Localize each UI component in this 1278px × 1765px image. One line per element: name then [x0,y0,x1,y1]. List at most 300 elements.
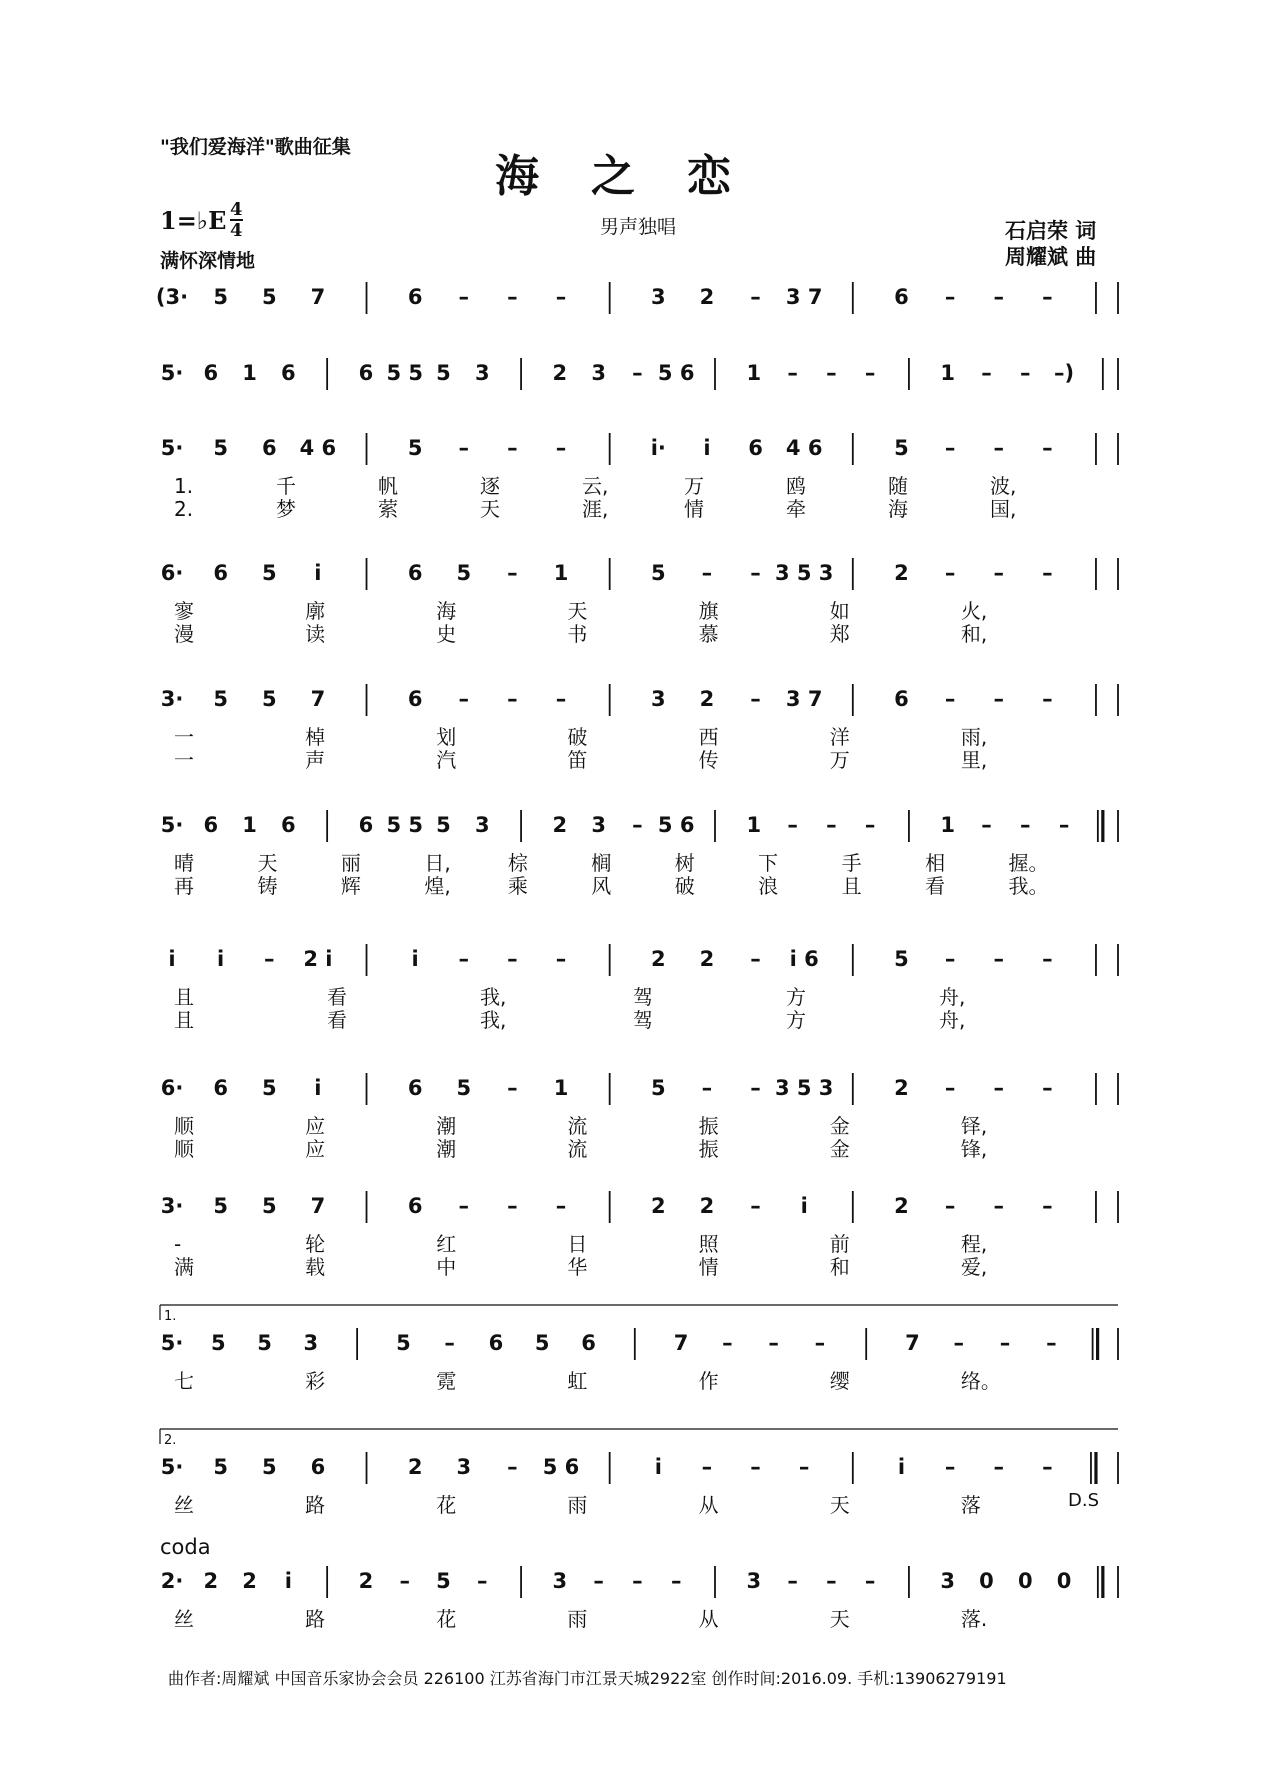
lyric: 路 [305,1607,326,1631]
note: 5 [261,1455,277,1479]
lyric: 日 [567,1232,588,1256]
lyric: 再 [174,874,194,898]
note: – [507,436,518,460]
lyric: 金 [829,1114,850,1138]
note: 3 [940,1569,956,1593]
note: – [1020,813,1031,837]
lyric: 慕 [698,622,719,646]
note: – [814,1331,826,1355]
note: – [632,1569,643,1593]
note: 2 [203,1569,219,1593]
note: 6 [581,1331,596,1355]
note: 3 [650,687,666,711]
lyric: 作 [698,1369,719,1393]
lyric: 铸 [257,874,278,898]
note: 5 [261,561,277,585]
lyric: 棕 [507,851,528,875]
lyric: 潮 [436,1114,457,1138]
lyric: 看 [327,985,347,1009]
note: – [1042,687,1053,711]
lyric: 应 [305,1114,326,1138]
note: – [555,687,567,711]
note: 5 6 [657,361,695,385]
note: 5 [213,687,228,711]
note: – [750,1455,761,1479]
note: 5 [456,561,472,585]
lyric: 和, [960,622,988,646]
note: – [944,285,956,309]
note: – [1020,361,1031,385]
lyric: 书 [567,622,588,646]
lyric: 花 [436,1607,457,1631]
lyric: 丝 [174,1493,194,1517]
note: – [399,1569,410,1593]
note: 5 [436,1569,451,1593]
lyric: 天 [829,1493,850,1517]
lyric: 满 [174,1255,194,1279]
meter-top: 4 [230,199,243,220]
note: – [507,1455,518,1479]
note: 6 [281,361,296,385]
lyric: 看 [925,874,946,898]
note: 2 i [303,947,333,971]
lyric: 顺 [174,1114,194,1138]
lyric: 彩 [305,1369,326,1393]
note: 2 [242,1569,257,1593]
note: 5 [261,285,277,309]
lyric: 驾 [633,985,653,1009]
lyric: 天 [480,497,500,521]
lyric: 手 [841,851,862,875]
note: – [458,1194,470,1218]
note: 6 [213,561,228,585]
note: 5 [650,1076,666,1100]
lyric: 旗 [698,599,719,623]
note: – [1042,1455,1053,1479]
note: 5· [160,813,184,837]
note: 6· [160,561,184,585]
lyric: 花 [436,1493,457,1517]
lyric: 舟, [939,985,966,1009]
note: – [555,1194,567,1218]
note: 3 5 3 [774,561,834,585]
note: i [703,436,711,460]
note: 5· [160,1331,184,1355]
note: 7 [310,1194,326,1218]
note: 3 [591,361,606,385]
lyric: 流 [567,1137,588,1161]
note: 3 [552,1569,568,1593]
note: – [798,1455,810,1479]
lyric: 顺 [174,1137,194,1161]
lyric: 牵 [786,497,806,521]
note: 0 [1017,1569,1033,1593]
lyric: 洋 [829,725,850,749]
note: 6 [748,436,763,460]
note: 6 [407,285,423,309]
note: 5 [407,436,423,460]
note: – [507,1076,518,1100]
lyric: 传 [698,748,719,772]
note: – [750,1194,761,1218]
note: 6 [407,561,423,585]
note: 6 [203,813,219,837]
note: 0 [1056,1569,1072,1593]
note: – [944,436,956,460]
note: 3 7 [785,285,823,309]
note: 2 [552,813,568,837]
note: 2 [699,947,715,971]
note: – [826,361,837,385]
note: – [507,687,518,711]
note: – [458,947,470,971]
lyric: 破 [674,874,695,898]
note: – [1058,813,1070,837]
lyric: 驾 [633,1008,653,1032]
note: 2 [894,561,909,585]
note: – [1042,1194,1053,1218]
note: 6 [407,1194,423,1218]
note: 3· [160,687,184,711]
note: 1 [940,361,956,385]
note: 3 [474,813,490,837]
note: – [701,1455,713,1479]
note: 3 [746,1569,762,1593]
meter-bottom: 4 [230,220,243,241]
note: 3 7 [785,687,823,711]
note: – [264,947,275,971]
note: – [593,1569,604,1593]
note: – [826,1569,837,1593]
note: – [458,436,470,460]
note: 1 [746,361,762,385]
note: – [981,813,992,837]
note: i [168,947,176,971]
note: 1 [940,813,956,837]
note: 6 [261,436,277,460]
note: – [722,1331,733,1355]
lyric: 萦 [378,497,398,521]
note: 2 [650,1194,666,1218]
lyric: 下 [758,851,779,875]
lyric: 轮 [305,1232,326,1256]
note: 6 [281,813,296,837]
note: – [826,813,837,837]
lyric: 鸥 [786,474,806,498]
tempo-marking: 满怀深情地 [160,250,256,272]
note: – [993,436,1004,460]
lyric: 雨 [567,1607,588,1631]
lyric: 方 [786,985,806,1009]
note: – [458,687,470,711]
note: i [411,947,419,971]
note: – [1042,285,1053,309]
note: 3 [456,1455,472,1479]
note: 3 [303,1331,319,1355]
lyricist: 石启荣 词 [1005,219,1097,243]
lyric: 握。 [1008,851,1049,875]
lyric: 划 [436,725,457,749]
lyric: 天 [567,599,588,623]
note: – [458,285,470,309]
note: – [477,1569,488,1593]
note: 5 [650,561,666,585]
lyric: 落. [960,1607,988,1631]
note: 5 [534,1331,550,1355]
lyric: 金 [829,1137,850,1161]
lyric: 舟, [939,1008,966,1032]
note: – [787,361,798,385]
lyric: 笛 [567,748,588,772]
note: 5 [213,285,228,309]
note: 7 [673,1331,689,1355]
note: – [993,561,1004,585]
note: 6 [358,813,374,837]
coda-label: coda [160,1535,211,1559]
note: – [750,947,761,971]
ds-mark: D.S [1068,1490,1100,1511]
lyric: 里, [960,748,988,772]
lyric: 日, [424,851,451,875]
lyric: 我, [480,1008,507,1032]
note: – [507,947,518,971]
lyric: 潮 [436,1137,457,1161]
note: – [1042,947,1053,971]
note: 3 [650,285,666,309]
lyric: 从 [698,1607,719,1631]
note: 6· [160,1076,184,1100]
note: –) [1054,361,1075,385]
note: 6 [407,687,423,711]
note: i [314,561,322,585]
note: 2 [358,1569,374,1593]
note: 4 6 [299,436,337,460]
lyric: 千 [276,474,296,498]
note: – [944,561,956,585]
lyric: 落 [960,1493,981,1517]
note: 0 [979,1569,994,1593]
lyric: 海 [436,599,457,623]
lyric: 流 [567,1114,588,1138]
note: 6 [358,361,374,385]
lyric: 路 [305,1493,326,1517]
key-signature: 1=♭E [160,206,227,235]
lyric: 和 [829,1255,850,1279]
lyric: 读 [305,622,326,646]
note: – [632,813,643,837]
lyric: 树 [674,851,695,875]
note: i [314,1076,322,1100]
note: – [1042,561,1053,585]
lyric: 雨, [960,725,988,749]
note: 3 [474,361,490,385]
lyric: 且 [174,985,194,1009]
note: 7 [310,687,326,711]
note: – [999,1331,1011,1355]
note: 5 [894,947,909,971]
lyric: 万 [829,748,850,772]
lyric: 辉 [340,874,361,898]
lyric: 载 [305,1255,326,1279]
lyric: 中 [436,1255,457,1279]
collection-label: "我们爱海洋"歌曲征集 [160,136,351,158]
lyric: 前 [829,1232,850,1256]
note: – [944,1076,956,1100]
note: – [993,947,1004,971]
note: – [1046,1331,1057,1355]
note: – [507,561,518,585]
lyric: 郑 [829,622,850,646]
lyric: 华 [567,1255,588,1279]
lyric: 天 [257,851,278,875]
note: 5 [213,436,228,460]
note: 2 [699,285,715,309]
note: – [750,687,761,711]
lyric: 乘 [507,874,528,898]
note: 2 [407,1455,423,1479]
note: 4 6 [785,436,823,460]
note: 2 [699,687,715,711]
lyric: 海 [888,497,908,521]
lyric: 红 [436,1232,457,1256]
lyric: 漫 [174,622,194,646]
note: – [1042,436,1053,460]
note: 2· [160,1569,184,1593]
note: 6 [213,1076,228,1100]
lyric: 如 [829,599,850,623]
lyric: 涯, [582,497,609,521]
lyric: 煌, [424,874,451,898]
lyric: 随 [888,474,908,498]
note: 3· [160,1194,184,1218]
note: 5 [261,687,277,711]
lyric: 锋, [960,1137,988,1161]
note: – [981,361,992,385]
lyric: 振 [698,1137,719,1161]
lyric: 万 [684,474,704,498]
note: 6 [203,361,219,385]
note: – [701,561,713,585]
note: – [768,1331,779,1355]
lyric: 火, [960,599,988,623]
note: 2 [699,1194,715,1218]
note: 1 [553,1076,569,1100]
note: 5· [160,1455,184,1479]
lyric: 且 [841,874,862,898]
lyric: 波, [990,474,1017,498]
lyric: 2. [174,497,194,521]
lyric: 爱, [960,1255,988,1279]
lyric: 情 [698,1255,719,1279]
note: – [993,1076,1004,1100]
lyric: 榈 [591,851,612,875]
lyric: 丽 [340,851,361,875]
note: 7 [310,285,326,309]
lyric: 虹 [567,1369,588,1393]
note: 1 [553,561,569,585]
note: – [444,1331,455,1355]
lyric: 照 [698,1232,719,1256]
note: 6 [894,687,909,711]
note: 6 [894,285,909,309]
lyric: 汽 [436,748,457,772]
note: 3 [591,813,606,837]
note: 5 [436,813,451,837]
lyric: 晴 [174,851,194,875]
lyric: 情 [684,497,704,521]
note: – [944,687,956,711]
note: 1 [242,361,257,385]
lyric: 西 [698,725,719,749]
lyric: 国, [990,497,1017,521]
note: 5 [261,1194,277,1218]
lyric: 帆 [378,474,398,498]
lyric: 相 [925,851,946,875]
lyric: 1. [174,474,194,498]
lyric: 且 [174,1008,194,1032]
note: 5 [210,1331,226,1355]
note: 5 [213,1455,228,1479]
lyric: 七 [174,1369,194,1393]
note: i [284,1569,292,1593]
volta-label: 2. [164,1433,177,1448]
note: i [897,1455,906,1479]
note: 2 [650,947,666,971]
lyric: 丝 [174,1607,194,1631]
lyric: 络。 [960,1369,1001,1393]
note: – [993,687,1004,711]
note: – [864,361,876,385]
note: – [750,285,761,309]
note: – [953,1331,965,1355]
lyric: 一 [174,748,194,772]
note: i 6 [789,947,819,971]
lyric: 逐 [480,474,500,498]
lyric: 天 [829,1607,850,1631]
note: 5 [456,1076,472,1100]
note: – [555,285,567,309]
note: 5 6 [542,1455,580,1479]
note: 5 [894,436,909,460]
note: 5 [436,361,451,385]
note: 7 [905,1331,920,1355]
note: 5 [257,1331,272,1355]
note: – [787,1569,798,1593]
note: 1 [746,813,762,837]
note: (3· [155,285,189,309]
note: 5· [160,361,184,385]
lyric: 铎, [960,1114,988,1138]
lyric: 看 [327,1008,347,1032]
note: 1 [242,813,257,837]
note: 6 [407,1076,423,1100]
note: – [507,285,518,309]
note: 2 [552,361,568,385]
note: – [750,1076,761,1100]
lyric: 从 [698,1493,719,1517]
note: 6 [488,1331,504,1355]
note: 5 6 [657,813,695,837]
lyric: 霓 [436,1369,457,1393]
lyric: 方 [786,1008,806,1032]
note: – [750,561,761,585]
composer: 周耀斌 曲 [1005,245,1097,269]
performance-type: 男声独唱 [600,216,677,238]
note: – [507,1194,518,1218]
note: – [787,813,798,837]
note: – [864,813,876,837]
note: 5 [261,1076,277,1100]
